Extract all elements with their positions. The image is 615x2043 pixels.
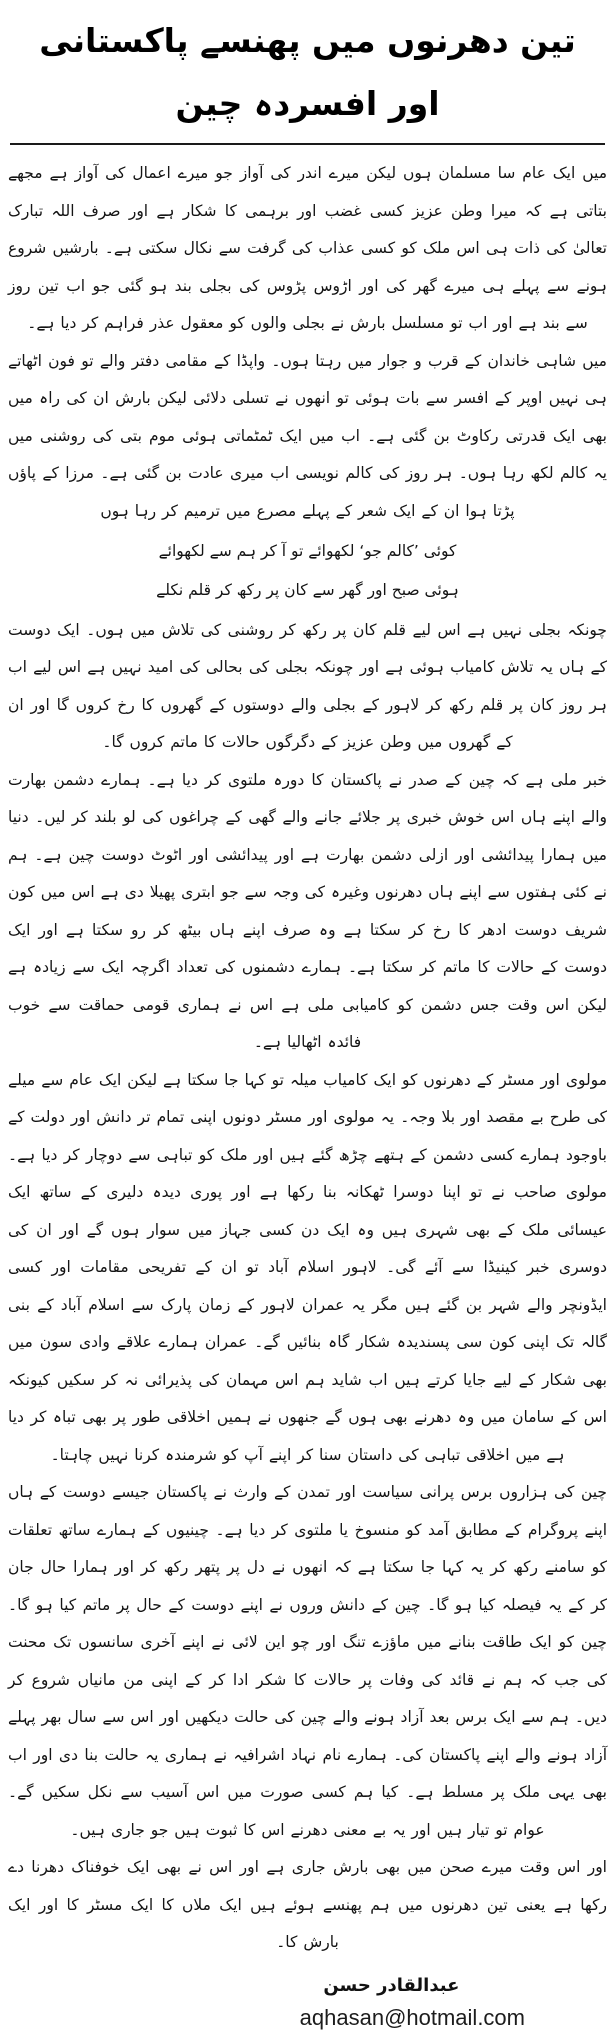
verse-line-2: ہوئی صبح اور گھر سے کان پر رکھ کر قلم نکلے <box>156 581 459 600</box>
signature-block <box>8 1972 607 2034</box>
paragraph-6: چین کی ہزاروں برس پرانی سیاست اور تمدن کے وارث نے پاکستان جیسے دوست کے ہاں اپنے پروگرام کے مطابق آمد کو منسوخ یا ملتوی کر دیا ہے۔ چینیوں کے ہمارے ساتھ تعلقات کو سامنے رکھ کر یہ کہا جا سکتا ہے کہ انھوں نے دل پر پتھر رکھ کر اور ہمارا حال جان کر کے یہ فیصلہ کیا ہو گا۔ چین کے دانش وروں نے اپنے دوست کے حال پر ماتم کیا ہو گا۔ چین کو ایک طاقت بنانے میں ماؤزے تنگ اور چو این لائی نے اپنے آخری سانسوں تک محنت کی جب کہ ہم نے قائد کی وفات پر حالات کا شکر ادا کر کے اپنی من مانیاں شروع کر دیں۔ ہم سے ایک برس بعد آزاد ہونے والے چین کی حالت دیکھیں اور اس سے سال بھر پہلے آزاد ہونے والے اپنے پاکستان کی۔ ہمارے نام نہاد اشرافیہ نے ہماری یہ حالت بنا دی اور اب بھی یہی ملک پر مسلط ہے۔ کیا ہم کسی صورت میں اس آسیب سے نکل سکیں گے۔ عوام تو تیار ہیں اور یہ بے معنی دھرنے اس کا ثبوت ہیں جو جاری ہیں۔ <box>8 1483 607 1839</box>
article-header <box>8 6 607 145</box>
paragraph-7: اور اس وقت میرے صحن میں بھی بارش جاری ہے اور اس نے بھی ایک خوفناک دھرنا دے رکھا ہے یعنی تین دھرنوں میں ہم پھنسے ہوئے ہیں ایک ملاں کا ایک مسٹر کا اور ایک بارش کا۔ <box>8 1858 607 1952</box>
verse-couplet <box>8 532 607 610</box>
paragraph-5: مولوی اور مسٹر کے دھرنوں کو ایک کامیاب میلہ تو کہا جا سکتا ہے لیکن ایک عام سے میلے کی طرح بے مقصد اور بلا وجہ۔ یہ مولوی اور مسٹر دونوں اپنی تمام تر دانش اور دولت کے باوجود ہمارے کسی دشمن کے ہتھے چڑھ گئے ہیں اور ملک کو تباہی سے دوچار کر دیا ہے۔ مولوی صاحب نے تو اپنا دوسرا ٹھکانہ بنا رکھا ہے اور پوری دیدہ دلیری کے ساتھ ایک عیسائی ملک کے بھی شہری ہیں وہ ایک دن کسی جہاز میں سوار ہوں گے اور ان کی دوسری خبر کینیڈا سے آئے گی۔ لاہور اسلام آباد تو ان کے تفریحی مقامات اور کسی ایڈونچر والے شہر بن گئے ہیں مگر یہ عمران لاہور کے زمان پارک سے اسلام آباد کے بنی گالہ تک اپنی کون سی پسندیدہ شکار گاہ بنائیں گے۔ عمران ہمارے علاقے وادی سون میں بھی شکار کے لیے جایا کرتے ہیں اب شاید ہم اس مہمان کی پذیرائی نہ کر سکیں کیونکہ اس کے سامان میں وہ دھرنے بھی ہوں گے جنھوں نے ہمیں اخلاقی طور پر بھی تباہ کر دیا ہے میں اخلاقی تباہی کی داستان سنا کر اپنے آپ کو شرمندہ کرنا نہیں چاہتا۔ <box>8 1070 607 1464</box>
article-body <box>8 155 607 1962</box>
paragraph-4: خبر ملی ہے کہ چین کے صدر نے پاکستان کا دورہ ملتوی کر دیا ہے۔ ہمارے دشمن بھارت والے اپنے ہاں اس خوش خبری پر جلائے جانے والے گھی کے چراغوں کی لو بلند کر لیں۔ دنیا میں ہمارا پیدائشی اور ازلی دشمن بھارت ہے اور پیدائشی اور اٹوٹ دوست چین ہے۔ ہم نے کئی ہفتوں سے اپنے ہاں دھرنوں وغیرہ کی وجہ سے جو ابتری پھیلا دی ہے اس میں کون شریف دوست ادھر کا رخ کر سکتا ہے وہ صرف اپنے ہاں بیٹھ کر رو سکتا ہے اور ایک دوست کے حالات کا ماتم کر سکتا ہے۔ ہمارے دشمنوں کی تعداد اگرچہ ایک سے زیادہ ہے لیکن اس وقت جس دشمن کو کامیابی ملی ہے اس نے ہماری قومی حماقت سے خوب فائدہ اٹھالیا ہے۔ <box>8 770 607 1052</box>
author-email: aqhasan@hotmail.com <box>299 2004 525 2030</box>
title-divider-rule <box>10 143 605 145</box>
author-name: عبدالقادر حسن <box>323 1974 460 1996</box>
paragraph-1: میں ایک عام سا مسلمان ہوں لیکن میرے اندر کی آواز جو میرے اعمال کی آواز ہے مجھے بتاتی ہے کہ میرا وطن عزیز کسی غضب اور برہمی کا شکار ہے اور صرف اللہ تبارک تعالیٰ کی ذات ہی اس ملک کو کسی عذاب کی گرفت سے نکال سکتی ہے۔ بارشیں شروع ہونے سے پہلے ہی میرے گھر کی اور اڑوس پڑوس کی بجلی بند ہو گئی جو اب تین روز سے بند ہے اور اب تو مسلسل بارش نے بجلی والوں کو معقول عذر فراہم کر دیا ہے۔ <box>8 164 607 333</box>
paragraph-2: میں شاہی خاندان کے قرب و جوار میں رہتا ہوں۔ واپڈا کے مقامی دفتر والے تو فون اٹھاتے ہی نہیں اوپر کے افسر سے بات ہوئی تو انھوں نے تسلی دلائی لیکن بارش ان کی راہ میں بھی ایک قدرتی رکاوٹ بن گئی ہے۔ اب میں ایک ٹمٹماتی ہوئی موم بتی کی روشنی میں یہ کالم لکھ رہا ہوں۔ ہر روز کی کالم نویسی اب میری عادت بن گئی ہے۔ مرزا کے پاؤں پڑتا ہوا ان کے ایک شعر کے پہلے مصرع میں ترمیم کر رہا ہوں <box>8 351 607 520</box>
paragraph-3: چونکہ بجلی نہیں ہے اس لیے قلم کان پر رکھ کر روشنی کی تلاش میں ہوں۔ ایک دوست کے ہاں یہ تلاش کامیاب ہوئی ہے اور چونکہ بجلی کی بحالی کی امید نہیں ہے اس لیے اب ہر روز کان پر قلم رکھ کر لاہور کے بجلی والے دوستوں کے گھروں کا رخ کروں گا اور ان کے گھروں میں وطن عزیز کے دگرگوں حالات کا ماتم کروں گا۔ <box>8 620 607 752</box>
verse-line-1: کوئی ’کالم جو‘ لکھوائے تو آ کر ہم سے لکھوائے <box>158 542 457 561</box>
article-title: تین دھرنوں میں پھنسے پاکستانی اور افسردہ چین <box>39 21 576 123</box>
